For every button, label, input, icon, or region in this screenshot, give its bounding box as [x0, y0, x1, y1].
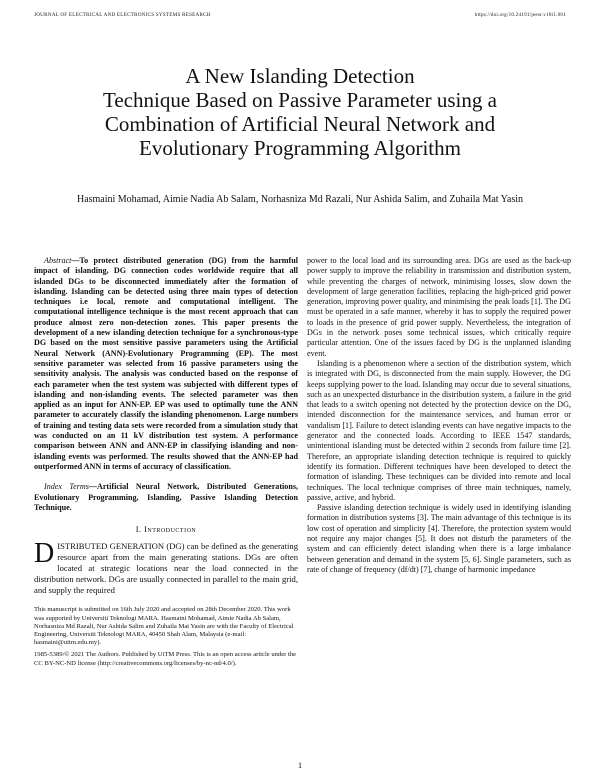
body-paragraph: Passive islanding detection technique is widely used in identifying islanding formation in distribution systems [3]. The main advantage of this technique is its low cost of operation and simplicity [4]. Therefore, the protection system would not require any major changes [5]. It does not disturb the parameters of the system and can efficiently detect islanding when there is a large imbalance between generation and demand in the system [5, 6]. Single parameters, such as rate of change of frequency (df/dt) [7], change of harmonic impedance [307, 503, 571, 574]
title-line: Technique Based on Passive Parameter using a [103, 88, 497, 112]
journal-name: JOURNAL OF ELECTRICAL AND ELECTRONICS SYSTEMS RESEARCH [34, 12, 211, 18]
index-terms [34, 482, 298, 513]
footnote-license: 1985-5389/© 2021 The Authors. Published by UiTM Press. This is an open access article under the CC BY-NC-ND license (http://creativecommons.org/licenses/by-nc-nd/4.0/). [34, 651, 297, 667]
doi-link[interactable]: https://doi.org/10.24191/jeesr.v18i1.001 [474, 12, 566, 18]
running-header [34, 12, 566, 18]
abstract-lead: Abstract [44, 256, 72, 265]
index-terms-text: —Artificial Neural Network, Distributed Generations, Evolutionary Programming, Islanding, Passive Islanding Detection Technique. [34, 482, 298, 512]
body-paragraph: power to the local load and its surrounding area. DGs are used as the back-up power supply to improve the reliability in transmission and distribution system, while preventing the charges of network, minimising losses, slow down the development of large generation facilities, replacing the high-priced grid power generation, improving power quality, and minimising the peak loads [1]. The DG must be operated in a safe manner, whereby it has to supply the required power to loads in the presence of grid power supply. Nevertheless, the integration of DGs in the network poses some technical issues, which critically require particular attention. One of the issues faced by DG is the unplanned islanding event. [307, 256, 571, 358]
body-paragraph: Islanding is a phenomenon where a section of the distribution system, which is integrated with DG, is disconnected from the main supply. However, the DG keeps supplying power to the load. Islanding may occur due to several situations, such as an unexpected disturbance in the distribution system, a failure in the grid that leads to a switch opening not detected by the protection device on the DG, intended disconnection for the maintenance services, and human error or vandalism [1]. Failure to detect islanding events can have negative impacts to the generator and the connected loads. According to IEEE 1547 standards, unintentional islanding must be detected within 2 seconds from failure time [2]. Therefore, an appropriate islanding detection technique is required to quickly identify its formation. Different techniques have been developed to detect the formation of islanding. These techniques can be divided into remote and local techniques. The local technique comprises of three main techniques, namely, passive, active, and hybrid. [307, 358, 571, 502]
title-line: Evolutionary Programming Algorithm [139, 136, 461, 160]
drop-cap: D [34, 538, 55, 570]
title-line: Combination of Artificial Neural Network and [104, 112, 496, 136]
abstract [34, 256, 298, 472]
intro-text: ISTRIBUTED GENERATION (DG) can be defined as the generating resource apart from the main generating stations. DGs are often located at strategic locations near the load connected in the distribution network. DGs are usually connected in parallel to the main grid, and supply the required [34, 541, 298, 596]
right-column [307, 256, 571, 575]
paper-title [40, 64, 560, 160]
section-heading: I. Introduction [135, 525, 197, 535]
page-number: 1 [297, 760, 303, 770]
intro-paragraph [34, 538, 298, 596]
footnote-manuscript: This manuscript is submitted on 16th July 2020 and accepted on 28th December 2020. This work was supported by Universiti Teknologi MARA. Hasmaini Mohamad, Aimie Nadia Ab Salam, Norhasniza Md Razali, Nur Ashida Salim and Zuhaila Mat Yasin are with the Faculty of Electrical Engineering, Universiti Teknologi MARA, 40450 Shah Alam, Malaysia (e-mail: hasmaini@uitm.edu.my). [34, 606, 294, 647]
left-column [34, 256, 298, 668]
index-terms-lead: Index Terms [44, 482, 89, 492]
author-list: Hasmaini Mohamad, Aimie Nadia Ab Salam, Norhasniza Md Razali, Nur Ashida Salim, and Zuhaila Mat Yasin [76, 194, 524, 205]
title-line: A New Islanding Detection [185, 64, 415, 88]
abstract-text: —To protect distributed generation (DG) from the harmful impact of islanding, DG connection codes worldwide require that all islanded DGs to be disconnected immediately after the formation of islanding. Islanding can be detected using three main types of detection techniques i.e local, remote and computational intelligent. The computational intelligence technique is the most recent approach that can produce almost zero non-detection zones. This paper presents the development of a new islanding detection technique for a synchronous-type DG based on the most sensitive passive parameters using the Artificial Neural Network (ANN)-Evolutionary Programming (EP). The most sensitive parameter was selected from 16 passive parameters using the sensitivity analysis. The analysis was conducted based on the response of each parameter when the test system was subjected with different types of islanding and non-islanding events. The selected parameter was then applied as an input for ANN-EP. EP was used to optimally tune the ANN parameter to accurately classify the islanding phenomenon. Large numbers of training and testing data sets were recorded from a simulation study that was conducted on an 11 kV distribution test system. A performance comparison between ANN and ANN-EP in classifying islanding and non-islanding events was performed. The results showed that the ANN-EP had outperformed ANN in terms of accuracy of classification. [34, 256, 298, 471]
